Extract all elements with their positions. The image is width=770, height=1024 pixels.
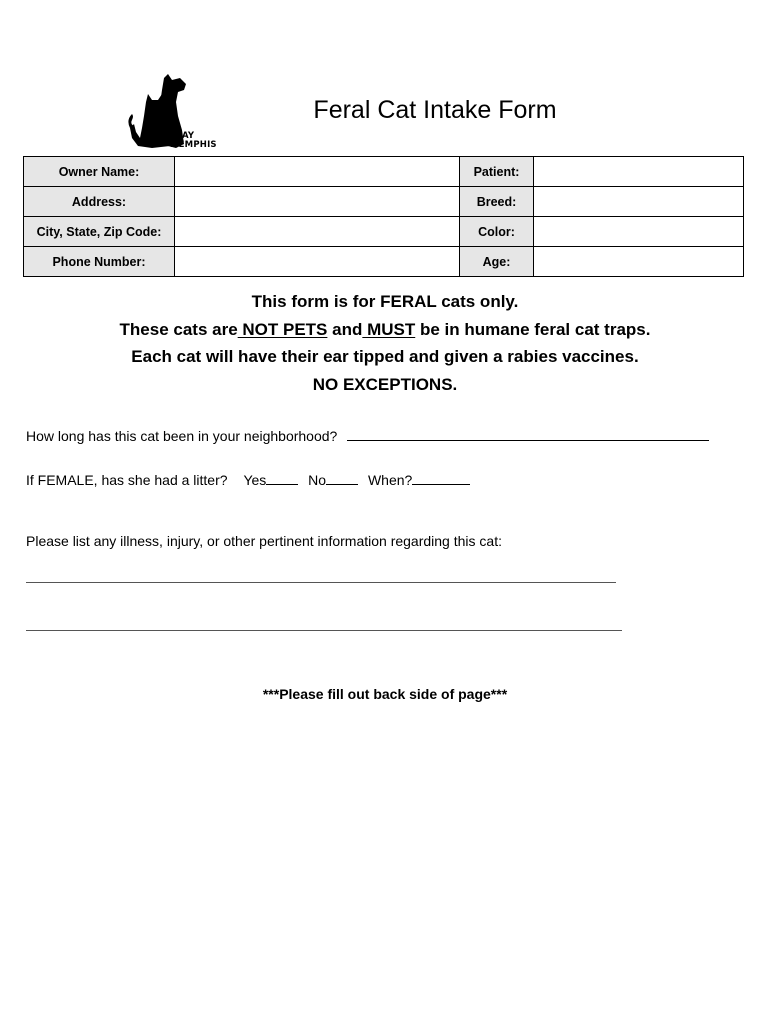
- page-title: Feral Cat Intake Form: [313, 96, 557, 124]
- color-field[interactable]: [534, 217, 744, 247]
- back-side-note: ***Please fill out back side of page***: [262, 686, 508, 702]
- neighborhood-question: How long has this cat been in your neighborhood?: [26, 428, 709, 444]
- notice-line-2: These cats are NOT PETS and MUST be in humane feral cat traps.: [119, 319, 651, 339]
- phone-number-field[interactable]: [175, 247, 460, 277]
- illness-answer-line-2[interactable]: [26, 630, 622, 631]
- spay-memphis-logo: [124, 72, 228, 152]
- litter-when-blank[interactable]: [412, 483, 470, 485]
- color-label: Color:: [460, 217, 534, 247]
- illness-question: Please list any illness, injury, or other pertinent information regarding this cat:: [26, 533, 502, 549]
- age-label: Age:: [460, 247, 534, 277]
- address-label: Address:: [24, 187, 175, 217]
- litter-question: If FEMALE, has she had a litter? Yes No When?: [26, 472, 470, 488]
- phone-number-label: Phone Number:: [24, 247, 175, 277]
- patient-field[interactable]: [534, 157, 744, 187]
- breed-label: Breed:: [460, 187, 534, 217]
- notice-line-1: This form is for FERAL cats only.: [251, 292, 519, 311]
- owner-info-table: [23, 156, 744, 277]
- city-state-zip-label: City, State, Zip Code:: [24, 217, 175, 247]
- owner-name-label: Owner Name:: [24, 157, 175, 187]
- table-row: [24, 217, 744, 247]
- city-state-zip-field[interactable]: [175, 217, 460, 247]
- address-field[interactable]: [175, 187, 460, 217]
- litter-no-blank[interactable]: [326, 483, 358, 485]
- notice-line-3: Each cat will have their ear tipped and given a rabies vaccines.: [131, 347, 639, 366]
- neighborhood-answer-line[interactable]: [347, 439, 709, 441]
- owner-name-field[interactable]: [175, 157, 460, 187]
- litter-yes-blank[interactable]: [266, 483, 298, 485]
- table-row: [24, 187, 744, 217]
- notice-line-4: NO EXCEPTIONS.: [312, 374, 458, 394]
- illness-answer-line-1[interactable]: [26, 582, 616, 583]
- table-row: [24, 247, 744, 277]
- breed-field[interactable]: [534, 187, 744, 217]
- patient-label: Patient:: [460, 157, 534, 187]
- age-field[interactable]: [534, 247, 744, 277]
- table-row: [24, 157, 744, 187]
- logo-text: SPAY MEMPHIS: [170, 131, 217, 150]
- feral-notice: [0, 288, 770, 398]
